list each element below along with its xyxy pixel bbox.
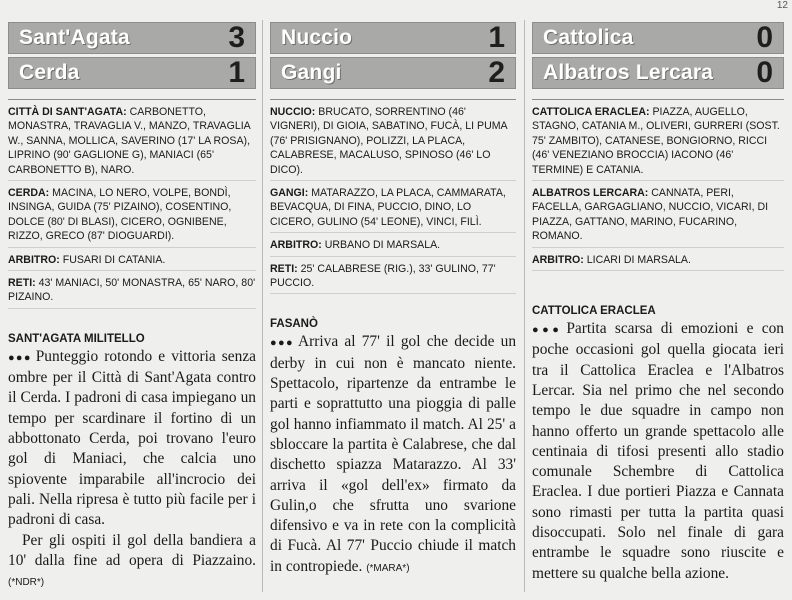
lineup-label: CATTOLICA ERACLEA:	[532, 106, 650, 118]
paragraph: Per gli ospiti il gol della bandiera a 10' dalla fine ad opera di Piazzaino.	[8, 531, 256, 569]
lineup-block	[8, 99, 256, 181]
team-goals: 0	[756, 56, 773, 89]
team-goals: 1	[228, 56, 245, 89]
bullet-dots-icon: ●●●	[8, 351, 32, 364]
lineup-block	[8, 181, 256, 248]
lineup-text: BRUCATO, SORRENTINO (46' VIGNERI), DI GIOIA, SABATINO, FUCÀ, LI PUMA (76' PRISIGNANO), POLIZZI, LA PLACA, CALABRESE, MACALUSO, SPINOSO (46' LO DICO).	[270, 106, 508, 176]
score-row-away	[8, 57, 256, 89]
bullet-dots-icon: ●●●	[532, 324, 563, 337]
lineup-text: URBANO DI MARSALA.	[321, 239, 441, 252]
match-column-santagata	[8, 0, 256, 600]
dateline: FASANÒ	[270, 318, 318, 331]
column-rule	[524, 20, 525, 592]
article-body	[8, 347, 256, 594]
lineup-text: 43' MANIACI, 50' MONASTRA, 65' NARO, 80' PIZAINO.	[8, 277, 256, 304]
match-report	[532, 305, 784, 584]
team-name: Sant'Agata	[19, 26, 130, 49]
team-goals: 1	[488, 21, 505, 54]
referee-block	[532, 248, 784, 271]
team-goals: 2	[488, 56, 505, 89]
team-name: Cerda	[19, 61, 80, 84]
lineup-label: RETI:	[8, 277, 36, 290]
paragraph: Arriva al 77' il gol che decide un derby in cui non è mancato niente. Spettacolo, ripartenze da entrambe le parti e soprattutto una pioggia di palle gol hanno infiammato il match. Al 25' a sbloccare la partita è Calabrese, che dal dischetto spiazza Matarazzo. Al 33' arriva il «gol dell'ex» firmato da Gulin,o che sfrutta uno svarione difensivo e va in rete con la complicità di Fucà. Al 77' Puccio chiude il match in contropiede.	[270, 333, 517, 575]
lineups	[532, 99, 784, 271]
column-rule	[262, 20, 263, 592]
lineup-text: MACINA, LO NERO, VOLPE, BONDÌ, INSINGA, GUIDA (75' PIZAINO), COSENTINO, DOLCE (80' DI BLASI), CICERO, OGNIBENE, RIZZO, GRECO (87' DIOGUARDI).	[8, 187, 232, 243]
team-name: Albatros Lercara	[543, 61, 714, 84]
score-row-away	[270, 57, 516, 89]
referee-block	[270, 233, 516, 256]
match-report	[8, 333, 256, 594]
team-name: Gangi	[281, 61, 342, 84]
lineup-text: FUSARI DI CATANIA.	[59, 253, 166, 266]
lineups	[270, 99, 516, 294]
lineup-label: ARBITRO:	[8, 253, 60, 266]
lineup-block	[270, 99, 516, 181]
dateline: CATTOLICA ERACLEA	[532, 305, 656, 318]
lineup-label: CITTÀ DI SANT'AGATA:	[8, 106, 127, 118]
author-signature: (*MARA*)	[366, 562, 410, 574]
score-row-away	[532, 57, 784, 89]
team-name: Cattolica	[543, 26, 634, 49]
lineup-label: ARBITRO:	[532, 253, 584, 266]
bullet-dots-icon: ●●●	[270, 337, 295, 350]
team-name: Nuccio	[281, 26, 353, 49]
lineups	[8, 99, 256, 309]
lineup-label: GANGI:	[270, 187, 309, 200]
score-row-home	[532, 22, 784, 54]
lineup-label: ALBATROS LERCARA:	[532, 187, 649, 200]
paragraph: Partita scarsa di emozioni e con poche occasioni gol quella giocata ieri tra il Cattolica Eraclea e l'Albatros Lercar. Sia nel primo che nel secondo tempo le due squadre in campo non hanno offerto un grande spettacolo alle centinaia di tifosi presenti allo stadio comunale Schembre di Cattolica Eraclea. I due portieri Piazza e Cannata sono rimasti per tutta la partita quasi disoccupati. Solo nel finale di gara entrambe le squadre sono riuscite e mettere su qualche bella azione.	[532, 320, 784, 582]
match-column-nuccio	[270, 0, 516, 600]
goals-block	[8, 271, 256, 309]
lineup-block	[532, 181, 784, 248]
lineup-block	[532, 99, 784, 181]
dateline: SANT'AGATA MILITELLO	[8, 332, 145, 345]
lineup-label: ARBITRO:	[270, 239, 322, 252]
goals-block	[270, 257, 516, 295]
lineup-text: PIAZZA, AUGELLO, STAGNO, CATANIA M., OLIVERI, GURRERI (SOST. 75' ZAMBITO), CATANESE, BONGIORNO, RICCI (46' VENEZIANO BROCCIA) IACONO (46' TERMINE) E CATANIA.	[532, 106, 780, 176]
lineup-text: LICARI DI MARSALA.	[583, 253, 691, 266]
lineup-text: CANNATA, PERI, FACELLA, GARGAGLIANO, NUCCIO, VICARI, DI PIAZZA, GATTANO, MARINO, FUCARINO, ROMANO.	[532, 187, 769, 243]
article-body	[532, 319, 784, 584]
lineup-label: CERDA:	[8, 187, 50, 200]
page-number: 12	[776, 0, 788, 11]
match-column-cattolica	[532, 0, 784, 600]
article-body	[270, 332, 516, 579]
paragraph: Punteggio rotondo e vittoria senza ombre per il Città di Sant'Agata contro il Cerda. I padroni di casa impiegano un tempo per scardinare il fortino di un abbottonato Cerda, poi trovano l'euro gol di Maniaci, che calcia uno spiovente imparabile all'incrocio dei pali. Nella ripresa è tutto più facile per i padroni di casa.	[8, 347, 256, 529]
team-goals: 0	[756, 21, 773, 54]
lineup-block	[270, 181, 516, 233]
author-signature: (*NDR*)	[8, 577, 45, 589]
team-goals: 3	[228, 21, 245, 54]
lineup-label: RETI:	[270, 262, 298, 275]
score-row-home	[8, 22, 256, 54]
lineup-label: NUCCIO:	[270, 106, 316, 118]
lineup-text: 25' CALABRESE (RIG.), 33' GULINO, 77' PUCCIO.	[270, 262, 496, 290]
match-report	[270, 318, 516, 579]
lineup-text: MATARAZZO, LA PLACA, CAMMARATA, BEVACQUA, DI FINA, PUCCIO, DINO, LO CICERO, GULINO (54' LEONE), VINCI, FILÌ.	[270, 187, 506, 228]
lineup-text: CARBONETTO, MONASTRA, TRAVAGLIA V., MANZO, TRAVAGLIA W., SANNA, MOLLICA, SAVERINO (17' LA ROSA), LIPRINO (90' GAGLIONE G), MANIACI (65' CARBONETTO B), NARO.	[8, 106, 251, 176]
referee-block	[8, 248, 256, 271]
score-row-home	[270, 22, 516, 54]
